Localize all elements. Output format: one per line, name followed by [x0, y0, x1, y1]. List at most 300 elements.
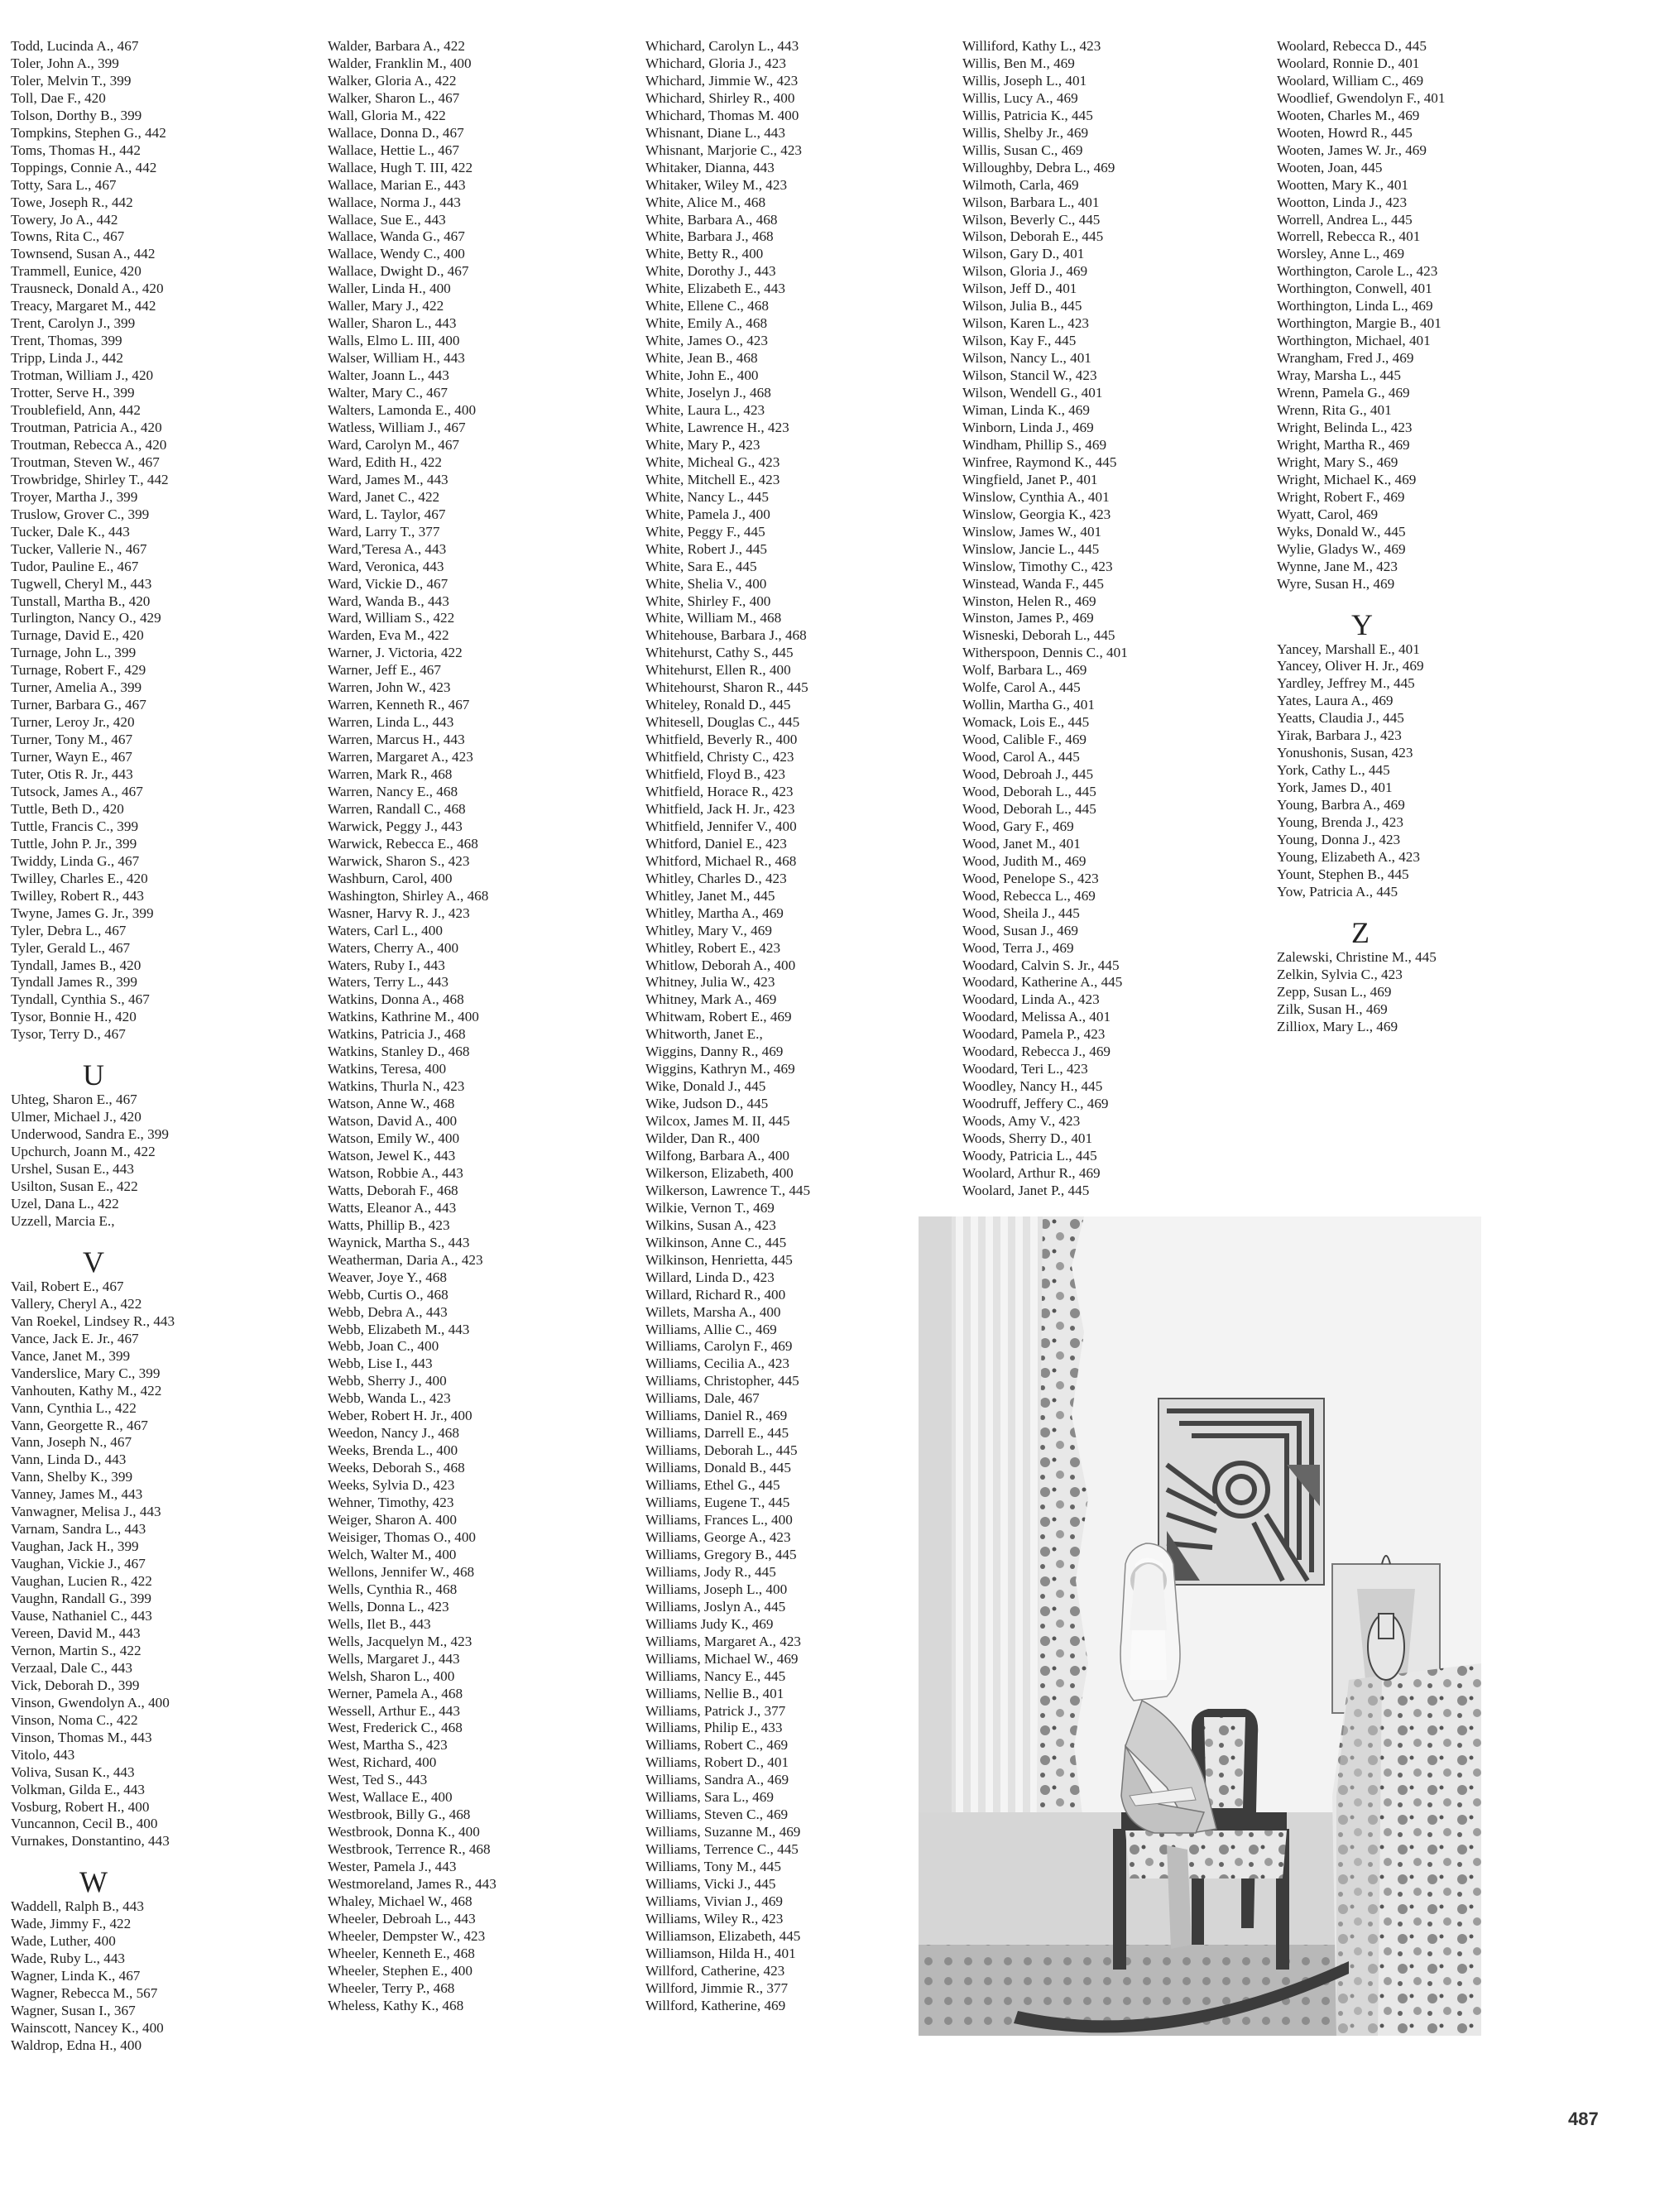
index-entry: Yonushonis, Susan, 423: [1277, 745, 1413, 761]
index-entry: Williams, Terrence C., 445: [645, 1841, 799, 1858]
index-entry: Whitaker, Wiley M., 423: [645, 176, 788, 193]
index-entry: Trowbridge, Shirley T., 442: [11, 471, 169, 487]
index-entry: Woodruff, Jeffery C., 469: [962, 1096, 1109, 1112]
index-entry: Wilfong, Barbara A., 400: [645, 1148, 790, 1164]
index-entry: Yow, Patricia A., 445: [1277, 883, 1398, 900]
index-entry: Wright, Martha R., 469: [1277, 436, 1410, 453]
index-entry: Wells, Donna L., 423: [328, 1598, 449, 1615]
index-entry: Watts, Phillip B., 423: [328, 1216, 450, 1233]
index-entry: Vereen, David M., 443: [11, 1624, 141, 1641]
index-entry: Wrenn, Rita G., 401: [1277, 402, 1392, 419]
index-entry: Webb, Lise I., 443: [328, 1356, 433, 1372]
index-entry: White, James O., 423: [645, 333, 768, 349]
index-entry: Wheeler, Terry P., 468: [328, 1979, 455, 1996]
index-entry: Watts, Deborah F., 468: [328, 1182, 458, 1198]
index-entry: Uzel, Dana L., 422: [11, 1196, 119, 1212]
index-entry: Whisnant, Diane L., 443: [645, 124, 785, 141]
index-entry: Windham, Phillip S., 469: [962, 436, 1107, 453]
index-entry: Vance, Janet M., 399: [11, 1347, 131, 1364]
index-entry: Worthington, Carole L., 423: [1277, 263, 1438, 280]
index-entry: Wagner, Susan I., 367: [11, 2003, 136, 2019]
index-entry: Woodard, Rebecca J., 469: [962, 1044, 1111, 1060]
index-entry: Williams, Patrick J., 377: [645, 1702, 786, 1719]
index-entry: Whitfield, Jennifer V., 400: [645, 818, 797, 834]
index-entry: Womack, Lois E., 445: [962, 714, 1090, 731]
index-entry: Waters, Cherry A., 400: [328, 939, 459, 956]
index-entry: Zilk, Susan H., 469: [1277, 1000, 1388, 1017]
index-entry: Ulmer, Michael J., 420: [11, 1109, 142, 1125]
index-entry: Whitwam, Robert E., 469: [645, 1009, 792, 1025]
section-letter-heading: V: [83, 1245, 104, 1279]
index-entry: Wood, Carol A., 445: [962, 749, 1080, 765]
index-entry: Wilson, Barbara L., 401: [962, 194, 1100, 210]
index-entry: Wood, Rebecca L., 469: [962, 887, 1096, 904]
index-entry: White, Sara E., 445: [645, 558, 757, 574]
index-entry: Woolard, Rebecca D., 445: [1277, 38, 1427, 54]
index-entry: Vann, Linda D., 443: [11, 1451, 127, 1468]
index-entry: Woolard, Janet P., 445: [962, 1182, 1090, 1198]
index-entry: White, Barbara J., 468: [645, 228, 774, 245]
index-entry: Williams, Joslyn A., 445: [645, 1598, 786, 1615]
index-entry: Wood, Penelope S., 423: [962, 870, 1099, 886]
index-entry: Wolf, Barbara L., 469: [962, 662, 1087, 679]
index-entry: Wood, Calible F., 469: [962, 732, 1087, 748]
index-entry: York, Cathy L., 445: [1277, 762, 1390, 779]
index-entry: Usilton, Susan E., 422: [11, 1178, 138, 1195]
index-column-4: [962, 38, 1269, 1200]
index-entry: Troutman, Patricia A., 420: [11, 419, 162, 435]
index-entry: Young, Brenda J., 423: [1277, 814, 1403, 831]
index-entry: Young, Barbra A., 469: [1277, 797, 1405, 813]
index-entry: Wyre, Susan H., 469: [1277, 575, 1395, 592]
index-entry: Williams, Allie C., 469: [645, 1321, 777, 1337]
index-entry: Waynick, Martha S., 443: [328, 1234, 470, 1250]
index-entry: Turnage, David E., 420: [11, 627, 144, 644]
index-entry: Wall, Gloria M., 422: [328, 107, 446, 123]
index-entry: White, Peggy F., 445: [645, 523, 765, 540]
index-entry: Whitfield, Horace R., 423: [645, 783, 794, 799]
index-entry: Vurnakes, Donstantino, 443: [11, 1833, 170, 1850]
index-entry: Wells, Ilet B., 443: [328, 1615, 431, 1632]
index-entry: Toler, John A., 399: [11, 55, 119, 71]
index-entry: Walser, William H., 443: [328, 350, 465, 367]
index-entry: Woodard, Melissa A., 401: [962, 1009, 1111, 1025]
index-entry: Tuter, Otis R. Jr., 443: [11, 766, 133, 783]
index-entry: Williams, Margaret A., 423: [645, 1633, 802, 1649]
index-entry: Trausneck, Donald A., 420: [11, 281, 164, 297]
index-entry: Wellons, Jennifer W., 468: [328, 1563, 475, 1580]
index-entry: Watkins, Donna A., 468: [328, 991, 464, 1008]
index-entry: Woolard, Ronnie D., 401: [1277, 55, 1420, 71]
index-entry: Vaughan, Jack H., 399: [11, 1538, 139, 1555]
index-entry: Woolard, Arthur R., 469: [962, 1164, 1101, 1181]
index-entry: Wells, Margaret J., 443: [328, 1650, 460, 1667]
index-entry: Woolard, William C., 469: [1277, 72, 1424, 89]
index-entry: Trotter, Serve H., 399: [11, 385, 135, 401]
index-entry: Wilkins, Susan A., 423: [645, 1216, 776, 1233]
index-entry: Whitaker, Dianna, 443: [645, 159, 775, 175]
index-entry: White, Laura L., 423: [645, 402, 765, 419]
index-entry: Ward, Veronica, 443: [328, 558, 444, 574]
index-entry: West, Ted S., 443: [328, 1772, 428, 1788]
index-entry: Twiddy, Linda G., 467: [11, 852, 140, 869]
index-entry: Turnage, John L., 399: [11, 645, 137, 661]
index-entry: Whitesell, Douglas C., 445: [645, 714, 800, 731]
index-entry: Tyler, Debra L., 467: [11, 922, 127, 938]
index-entry: Weeks, Deborah S., 468: [328, 1460, 465, 1476]
index-entry: Wood, Sheila J., 445: [962, 904, 1080, 921]
index-entry: Willford, Katherine, 469: [645, 1997, 786, 2013]
index-entry: Winstead, Wanda F., 445: [962, 575, 1104, 592]
index-entry: Trent, Carolyn J., 399: [11, 315, 136, 332]
index-entry: Whitlow, Deborah A., 400: [645, 957, 796, 973]
index-entry: Wilson, Deborah E., 445: [962, 228, 1104, 245]
index-entry: Tripp, Linda J., 442: [11, 350, 123, 367]
index-entry: Wilkerson, Lawrence T., 445: [645, 1182, 811, 1198]
index-entry: Whitfield, Beverly R., 400: [645, 732, 798, 748]
index-entry: White, Dorothy J., 443: [645, 263, 776, 280]
index-entry: Witherspoon, Dennis C., 401: [962, 645, 1128, 661]
index-entry: Wallace, Wendy C., 400: [328, 246, 465, 262]
index-entry: Yount, Stephen B., 445: [1277, 866, 1409, 882]
index-entry: Wike, Judson D., 445: [645, 1096, 769, 1112]
index-entry: Todd, Lucinda A., 467: [11, 38, 139, 54]
index-entry: White, Mitchell E., 423: [645, 471, 780, 487]
index-entry: Winslow, Timothy C., 423: [962, 558, 1113, 574]
index-entry: Warwick, Peggy J., 443: [328, 818, 463, 834]
index-entry: Young, Elizabeth A., 423: [1277, 848, 1420, 865]
index-entry: Wright, Michael K., 469: [1277, 471, 1417, 487]
index-entry: Williams, Carolyn F., 469: [645, 1338, 793, 1355]
index-entry: Wylie, Gladys W., 469: [1277, 540, 1406, 557]
index-entry: Watson, Robbie A., 443: [328, 1164, 463, 1181]
index-entry: Whitehurst, Cathy S., 445: [645, 645, 794, 661]
index-entry: Whitley, Martha A., 469: [645, 904, 784, 921]
index-entry: Wilson, Gary D., 401: [962, 246, 1085, 262]
index-entry: Tompkins, Stephen G., 442: [11, 124, 166, 141]
index-entry: Tysor, Terry D., 467: [11, 1026, 126, 1043]
index-entry: Williams, Frances L., 400: [645, 1512, 793, 1528]
index-entry: Wood, Janet M., 401: [962, 835, 1081, 852]
index-entry: Vaughan, Vickie J., 467: [11, 1556, 146, 1572]
index-entry: Uzzell, Marcia E.,: [11, 1212, 115, 1229]
index-entry: Wallace, Norma J., 443: [328, 194, 461, 210]
index-entry: Toms, Thomas H., 442: [11, 142, 141, 158]
index-entry: Wells, Jacquelyn M., 423: [328, 1633, 473, 1649]
index-entry: Wood, Debroah J., 445: [962, 766, 1094, 783]
index-entry: White, Mary P., 423: [645, 436, 760, 453]
index-entry: Williams, Daniel R., 469: [645, 1408, 788, 1424]
index-entry: Waters, Carl L., 400: [328, 922, 443, 938]
index-entry: Wilson, Wendell G., 401: [962, 385, 1103, 401]
index-entry: Whichard, Jimmie W., 423: [645, 72, 799, 89]
index-entry: Williams, Deborah L., 445: [645, 1442, 798, 1459]
index-entry: Vick, Deborah D., 399: [11, 1677, 140, 1693]
index-entry: Williams, Cecilia A., 423: [645, 1356, 790, 1372]
index-entry: Winfree, Raymond K., 445: [962, 453, 1117, 470]
index-entry: White, Lawrence H., 423: [645, 419, 789, 435]
index-entry: Webb, Curtis O., 468: [328, 1286, 449, 1303]
index-entry: Ward, L. Taylor, 467: [328, 506, 446, 522]
index-entry: Williams, Dale, 467: [645, 1390, 760, 1407]
index-entry: Wilson, Julia B., 445: [962, 298, 1082, 314]
index-entry: Vinson, Noma C., 422: [11, 1711, 138, 1728]
index-entry: Williams, Eugene T., 445: [645, 1495, 790, 1511]
index-entry: Wisneski, Deborah L., 445: [962, 627, 1115, 644]
index-entry: West, Martha S., 423: [328, 1737, 448, 1754]
index-entry: Worthington, Margie B., 401: [1277, 315, 1442, 332]
index-entry: Whitehourst, Sharon R., 445: [645, 679, 808, 696]
index-entry: Watts, Eleanor A., 443: [328, 1199, 457, 1216]
index-entry: Wallace, Donna D., 467: [328, 124, 464, 141]
index-entry: Whitley, Charles D., 423: [645, 870, 787, 886]
index-entry: Wells, Cynthia R., 468: [328, 1581, 458, 1597]
index-entry: Willis, Joseph L., 401: [962, 72, 1087, 89]
index-entry: Totty, Sara L., 467: [11, 176, 117, 193]
index-entry: Ward, Wanda B., 443: [328, 593, 449, 609]
index-entry: Watson, Jewel K., 443: [328, 1148, 456, 1164]
index-entry: White, Betty R., 400: [645, 246, 764, 262]
index-entry: Willis, Lucy A., 469: [962, 89, 1078, 106]
section-letter-heading: Z: [1351, 915, 1370, 949]
index-entry: Willis, Susan C., 469: [962, 142, 1083, 158]
index-entry: Tyndall James R., 399: [11, 974, 137, 991]
index-entry: Willis, Shelby Jr., 469: [962, 124, 1089, 141]
index-entry: Ward, Carolyn M., 467: [328, 436, 460, 453]
index-entry: Whitney, Julia W., 423: [645, 974, 775, 991]
index-entry: Wilkinson, Anne C., 445: [645, 1234, 787, 1250]
index-entry: Wood, Terra J., 469: [962, 939, 1074, 956]
index-entry: Winslow, Georgia K., 423: [962, 506, 1111, 522]
index-entry: Whichard, Carolyn L., 443: [645, 38, 799, 54]
index-entry: Turner, Tony M., 467: [11, 732, 133, 748]
index-entry: Weber, Robert H. Jr., 400: [328, 1408, 473, 1424]
index-entry: Vaughan, Lucien R., 422: [11, 1573, 152, 1590]
index-entry: Wallace, Hettie L., 467: [328, 142, 459, 158]
index-entry: Troutman, Steven W., 467: [11, 453, 160, 470]
index-entry: Troublefield, Ann, 442: [11, 402, 141, 419]
index-entry: Watson, David A., 400: [328, 1113, 458, 1130]
index-column-3: [645, 38, 952, 2015]
index-entry: Wrenn, Pamela G., 469: [1277, 385, 1410, 401]
index-entry: Waters, Ruby I., 443: [328, 957, 445, 973]
index-entry: Vanderslice, Mary C., 399: [11, 1365, 161, 1381]
index-entry: Walters, Lamonda E., 400: [328, 402, 477, 419]
index-entry: Vann, Joseph N., 467: [11, 1434, 132, 1451]
index-entry: Wooten, James W. Jr., 469: [1277, 142, 1427, 158]
index-entry: Wooten, Joan, 445: [1277, 159, 1383, 175]
index-entry: Yeatts, Claudia J., 445: [1277, 710, 1404, 727]
index-entry: White, Ellene C., 468: [645, 298, 769, 314]
index-entry: Watkins, Thurla N., 423: [328, 1078, 465, 1095]
index-entry: Williams, Christopher, 445: [645, 1373, 799, 1389]
index-entry: Whitehurst, Ellen R., 400: [645, 662, 791, 679]
index-entry: Willets, Marsha A., 400: [645, 1303, 781, 1320]
index-entry: Winslow, Jancie L., 445: [962, 540, 1100, 557]
index-entry: White, Joselyn J., 468: [645, 385, 771, 401]
index-entry: Watkins, Stanley D., 468: [328, 1044, 470, 1060]
index-entry: Westbrook, Billy G., 468: [328, 1807, 471, 1823]
index-entry: Wolfe, Carol A., 445: [962, 679, 1081, 696]
index-entry: Washington, Shirley A., 468: [328, 887, 489, 904]
index-entry: Williams, Donald B., 445: [645, 1460, 791, 1476]
index-entry: Yancey, Oliver H. Jr., 469: [1277, 658, 1424, 674]
index-entry: Yirak, Barbara J., 423: [1277, 727, 1402, 744]
index-entry: Van Roekel, Lindsey R., 443: [11, 1312, 175, 1329]
index-entry: Williams, Jody R., 445: [645, 1563, 776, 1580]
index-entry: York, James D., 401: [1277, 780, 1393, 796]
index-entry: Whichard, Shirley R., 400: [645, 89, 795, 106]
index-entry: Worrell, Andrea L., 445: [1277, 211, 1413, 228]
index-entry: Towns, Rita C., 467: [11, 228, 125, 245]
index-entry: Yardley, Jeffrey M., 445: [1277, 675, 1415, 692]
index-entry: Williams, Robert C., 469: [645, 1737, 789, 1754]
index-entry: Whitfield, Christy C., 423: [645, 749, 794, 765]
index-entry: Wilkerson, Elizabeth, 400: [645, 1164, 794, 1181]
index-entry: Whitford, Daniel E., 423: [645, 835, 787, 852]
index-entry: Ward, James M., 443: [328, 471, 449, 487]
index-entry: Warren, Randall C., 468: [328, 800, 466, 817]
index-entry: Waldrop, Edna H., 400: [11, 2037, 142, 2053]
index-entry: Wheeler, Stephen E., 400: [328, 1962, 473, 1979]
index-entry: Wade, Jimmy F., 422: [11, 1916, 132, 1932]
index-entry: Whichard, Thomas M. 400: [645, 107, 799, 123]
index-entry: Toll, Dae F., 420: [11, 89, 106, 106]
index-entry: Woodard, Pamela P., 423: [962, 1026, 1106, 1043]
index-entry: Wheeler, Debroah L., 443: [328, 1910, 476, 1927]
index-entry: Williford, Kathy L., 423: [962, 38, 1101, 54]
index-entry: Weatherman, Daria A., 423: [328, 1251, 483, 1268]
index-entry: Weeks, Brenda L., 400: [328, 1442, 458, 1459]
index-entry: Whitley, Mary V., 469: [645, 922, 772, 938]
index-entry: Turlington, Nancy O., 429: [11, 610, 161, 626]
index-entry: Tucker, Vallerie N., 467: [11, 540, 147, 557]
index-entry: Vuncannon, Cecil B., 400: [11, 1816, 158, 1832]
index-entry: Warren, Marcus H., 443: [328, 732, 465, 748]
photo-woman-in-rocking-chair: [919, 1216, 1481, 2036]
index-entry: Williams, Ethel G., 445: [645, 1477, 780, 1494]
index-entry: Trammell, Eunice, 420: [11, 263, 142, 280]
index-entry: Yates, Laura A., 469: [1277, 693, 1394, 709]
index-entry: White, Elizabeth E., 443: [645, 281, 785, 297]
index-entry: Williams, Tony M., 445: [645, 1859, 781, 1875]
index-entry: Wood, Deborah L., 445: [962, 800, 1096, 817]
index-entry: Toppings, Connie A., 442: [11, 159, 157, 175]
index-entry: Williams, Joseph L., 400: [645, 1581, 788, 1597]
index-entry: Williams, Vivian J., 469: [645, 1893, 784, 1909]
index-entry: Wright, Mary S., 469: [1277, 453, 1398, 470]
index-entry: Williams, Gregory B., 445: [645, 1546, 797, 1562]
index-entry: Watson, Anne W., 468: [328, 1096, 455, 1112]
index-entry: Wilson, Nancy L., 401: [962, 350, 1091, 367]
index-entry: Wood, Susan J., 469: [962, 922, 1078, 938]
index-entry: Vail, Robert E., 467: [11, 1278, 124, 1294]
index-entry: Twilley, Robert R., 443: [11, 887, 144, 904]
index-entry: Welsh, Sharon L., 400: [328, 1667, 455, 1684]
index-entry: Waller, Linda H., 400: [328, 281, 451, 297]
index-entry: Townsend, Susan A., 442: [11, 246, 156, 262]
index-entry: Underwood, Sandra E., 399: [11, 1126, 169, 1143]
section-letter-heading: W: [79, 1865, 108, 1899]
index-entry: Ward, Edith H., 422: [328, 453, 443, 470]
index-entry: Woodard, Linda A., 423: [962, 991, 1100, 1008]
index-entry: White, William M., 468: [645, 610, 782, 626]
index-entry: Wynne, Jane M., 423: [1277, 558, 1398, 574]
index-entry: White, Robert J., 445: [645, 540, 768, 557]
index-entry: Webb, Joan C., 400: [328, 1338, 439, 1355]
index-entry: Wallace, Marian E., 443: [328, 176, 466, 193]
index-entry: White, Shirley F., 400: [645, 593, 771, 609]
index-entry: Wilkie, Vernon T., 469: [645, 1199, 775, 1216]
index-entry: Vanhouten, Kathy M., 422: [11, 1382, 162, 1399]
index-entry: Uhteg, Sharon E., 467: [11, 1092, 137, 1108]
index-entry: Vinson, Thomas M., 443: [11, 1729, 152, 1745]
index-entry: Vanney, James M., 443: [11, 1486, 143, 1503]
index-entry: Walker, Sharon L., 467: [328, 89, 460, 106]
index-entry: Wike, Donald J., 445: [645, 1078, 766, 1095]
index-entry: Waller, Mary J., 422: [328, 298, 444, 314]
index-entry: Tyndall, Cynthia S., 467: [11, 991, 150, 1008]
index-entry: Wallace, Hugh T. III, 422: [328, 159, 473, 175]
index-column-1: [11, 38, 317, 2055]
index-entry: Young, Donna J., 423: [1277, 831, 1401, 847]
index-entry: Wootten, Mary K., 401: [1277, 176, 1409, 193]
index-entry: Williamson, Hilda H., 401: [645, 1945, 796, 1961]
index-entry: Willford, Jimmie R., 377: [645, 1979, 789, 1996]
index-entry: Winslow, James W., 401: [962, 523, 1102, 540]
index-entry: Warren, Mark R., 468: [328, 766, 453, 783]
index-entry: Whitfield, Floyd B., 423: [645, 766, 786, 783]
index-entry: Wrangham, Fred J., 469: [1277, 350, 1414, 367]
index-entry: Tuttle, Francis C., 399: [11, 818, 139, 834]
index-entry: Ward, William S., 422: [328, 610, 455, 626]
index-entry: Whiteley, Ronald D., 445: [645, 697, 791, 713]
index-entry: Tyler, Gerald L., 467: [11, 939, 131, 956]
index-column-2: [328, 38, 634, 2015]
index-entry: Turner, Amelia A., 399: [11, 679, 142, 696]
index-entry: Woodard, Calvin S. Jr., 445: [962, 957, 1120, 973]
index-entry: Wasner, Harvy R. J., 423: [328, 904, 470, 921]
index-entry: Wilson, Kay F., 445: [962, 333, 1077, 349]
index-entry: Vallery, Cheryl A., 422: [11, 1295, 142, 1312]
index-entry: Warner, Jeff E., 467: [328, 662, 441, 679]
index-entry: Vinson, Gwendolyn A., 400: [11, 1694, 170, 1711]
index-entry: Wood, Deborah L., 445: [962, 783, 1096, 799]
index-entry: Urshel, Susan E., 443: [11, 1161, 134, 1178]
index-entry: Warner, J. Victoria, 422: [328, 645, 463, 661]
index-entry: Williams, Sandra A., 469: [645, 1772, 789, 1788]
index-entry: Woody, Patricia L., 445: [962, 1148, 1097, 1164]
section-spacer: [11, 1231, 317, 1242]
index-entry: Vaughn, Randall G., 399: [11, 1591, 151, 1607]
index-entry: White, Pamela J., 400: [645, 506, 770, 522]
index-entry: Williams, Suzanne M., 469: [645, 1824, 801, 1840]
index-entry: Wallace, Wanda G., 467: [328, 228, 465, 245]
index-entry: Wessell, Arthur E., 443: [328, 1702, 460, 1719]
index-entry: Wiggins, Kathryn M., 469: [645, 1061, 795, 1077]
section-letter-heading: U: [83, 1058, 104, 1092]
index-entry: Trent, Thomas, 399: [11, 333, 122, 349]
index-entry: Williams, Nellie B., 401: [645, 1685, 784, 1701]
index-entry: Wilkinson, Henrietta, 445: [645, 1251, 793, 1268]
index-entry: Turner, Leroy Jr., 420: [11, 714, 135, 731]
index-entry: Wagner, Rebecca M., 567: [11, 1985, 158, 2002]
index-entry: Trotman, William J., 420: [11, 367, 154, 384]
index-entry: Wingfield, Janet P., 401: [962, 471, 1098, 487]
index-entry: White, Emily A., 468: [645, 315, 768, 332]
index-entry: Zalewski, Christine M., 445: [1277, 948, 1437, 965]
index-entry: Tyndall, James B., 420: [11, 957, 142, 973]
